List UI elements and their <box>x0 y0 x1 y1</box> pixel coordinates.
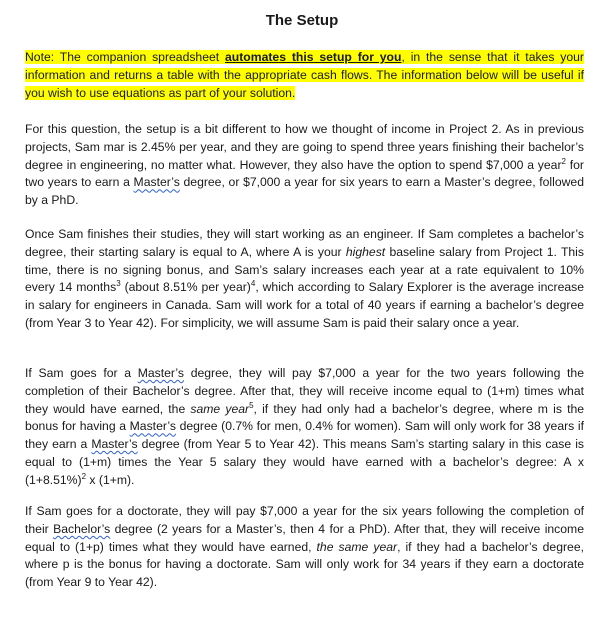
footnote-ref-2: 2 <box>561 156 566 166</box>
spellcheck-masters: Master’s <box>137 366 184 380</box>
note-prefix: Note: The companion spreadsheet <box>25 50 226 64</box>
p3-text-b: degree, they will pay $7,000 a year for the two years following the completion of their Bachelor’s degree. After that, they will receive income equal to (1+m) times what they would have earned, the <box>25 366 584 416</box>
p4-text-a: If Sam goes for a doctorate, they will pay $7,000 a year for the six years following the completion of their <box>25 504 584 536</box>
p3-text-f: x (1+m). <box>86 472 135 487</box>
note-suffix: , in the sense that it takes your information and returns a table with the appropriate cash flows. The information below will be useful if you wish to use equations as part of your solution. <box>25 50 584 100</box>
spellcheck-bachelors: Bachelor’s <box>53 521 111 536</box>
note-highlight <box>25 50 584 100</box>
p3-text-d: degree (0.7% for men, 0.4% for women). Sam will only work for 38 years if they earn a <box>25 419 584 452</box>
note-paragraph <box>25 49 584 102</box>
p4-text-b: degree (2 years for a Master’s, then 4 for a PhD). After that, they will receive income equal to (1+p) times what they would have earned, <box>25 521 584 554</box>
p2-text-b: baseline salary from Project 1. This time, there is no signing bonus, and Sam’s salary increases each year at a rate equivalent to 10% every 14 months <box>25 244 584 295</box>
p3-text-c: , if they had only had a bachelor’s degree, where m is the bonus for having a <box>25 401 585 434</box>
spellcheck-masters: Master’s <box>133 175 180 190</box>
same-year-emphasis: the same year <box>316 539 398 554</box>
p3-text-a: If Sam goes for a <box>25 366 138 380</box>
setup-paragraph-4 <box>25 503 584 592</box>
p4-text-c: , if they had a bachelor’s degree, where p is the bonus for having a doctorate. Sam will only work for 34 years if they earn a doctorate (from Year 9 to Year 42). <box>25 539 584 590</box>
p3-text-e: degree (from Year 5 to Year 42). This means Sam’s starting salary in this case is equal to (1+m) times the Year 5 salary they would have earned with a bachelor’s degree: A x (1+8.51%) <box>25 437 585 487</box>
page-title: The Setup <box>265 12 339 29</box>
setup-paragraph-3 <box>25 365 584 490</box>
spellcheck-masters: Master’s <box>129 419 176 434</box>
setup-paragraph-1 <box>25 121 584 210</box>
setup-paragraph-2 <box>25 226 584 333</box>
p1-text-b: for two years to earn a <box>25 157 584 190</box>
exponent-2: 2 <box>81 471 87 481</box>
spellcheck-masters: Master’s <box>91 437 138 452</box>
footnote-ref-4: 4 <box>250 279 256 289</box>
footnote-ref-5: 5 <box>249 400 254 410</box>
note-bold-link: automates this setup for you <box>225 50 402 64</box>
footnote-ref-3: 3 <box>116 279 121 289</box>
p2-text-a: Once Sam finishes their studies, they will start working as an engineer. If Sam completes a bachelor’s degree, their starting salary is equal to A, where A is your <box>25 227 584 259</box>
highest-emphasis: highest <box>345 244 386 259</box>
p1-text-c: degree, or $7,000 a year for six years to earn a Master’s degree, followed by a PhD. <box>25 175 584 208</box>
same-year-emphasis: same year <box>190 401 250 416</box>
p1-text-a: For this question, the setup is a bit different to how we thought of income in Project 2. As in previous projects, Sam mar is 2.45% per year, and they are going to spend three years finishing their bachelor’s degree in engineering, no matter what. However, they also have the option to spend $7,000 a year <box>25 122 584 172</box>
p2-text-c: (about 8.51% per year) <box>120 280 251 295</box>
p2-text-d: , which according to Salary Explorer is the average increase in salary for engineers in Canada. Sam will work for a total of 40 years if earning a bachelor’s degree (from Year 3 to Year 42). For simplicity, we will assume Sam is paid their salary once a year. <box>25 280 584 330</box>
